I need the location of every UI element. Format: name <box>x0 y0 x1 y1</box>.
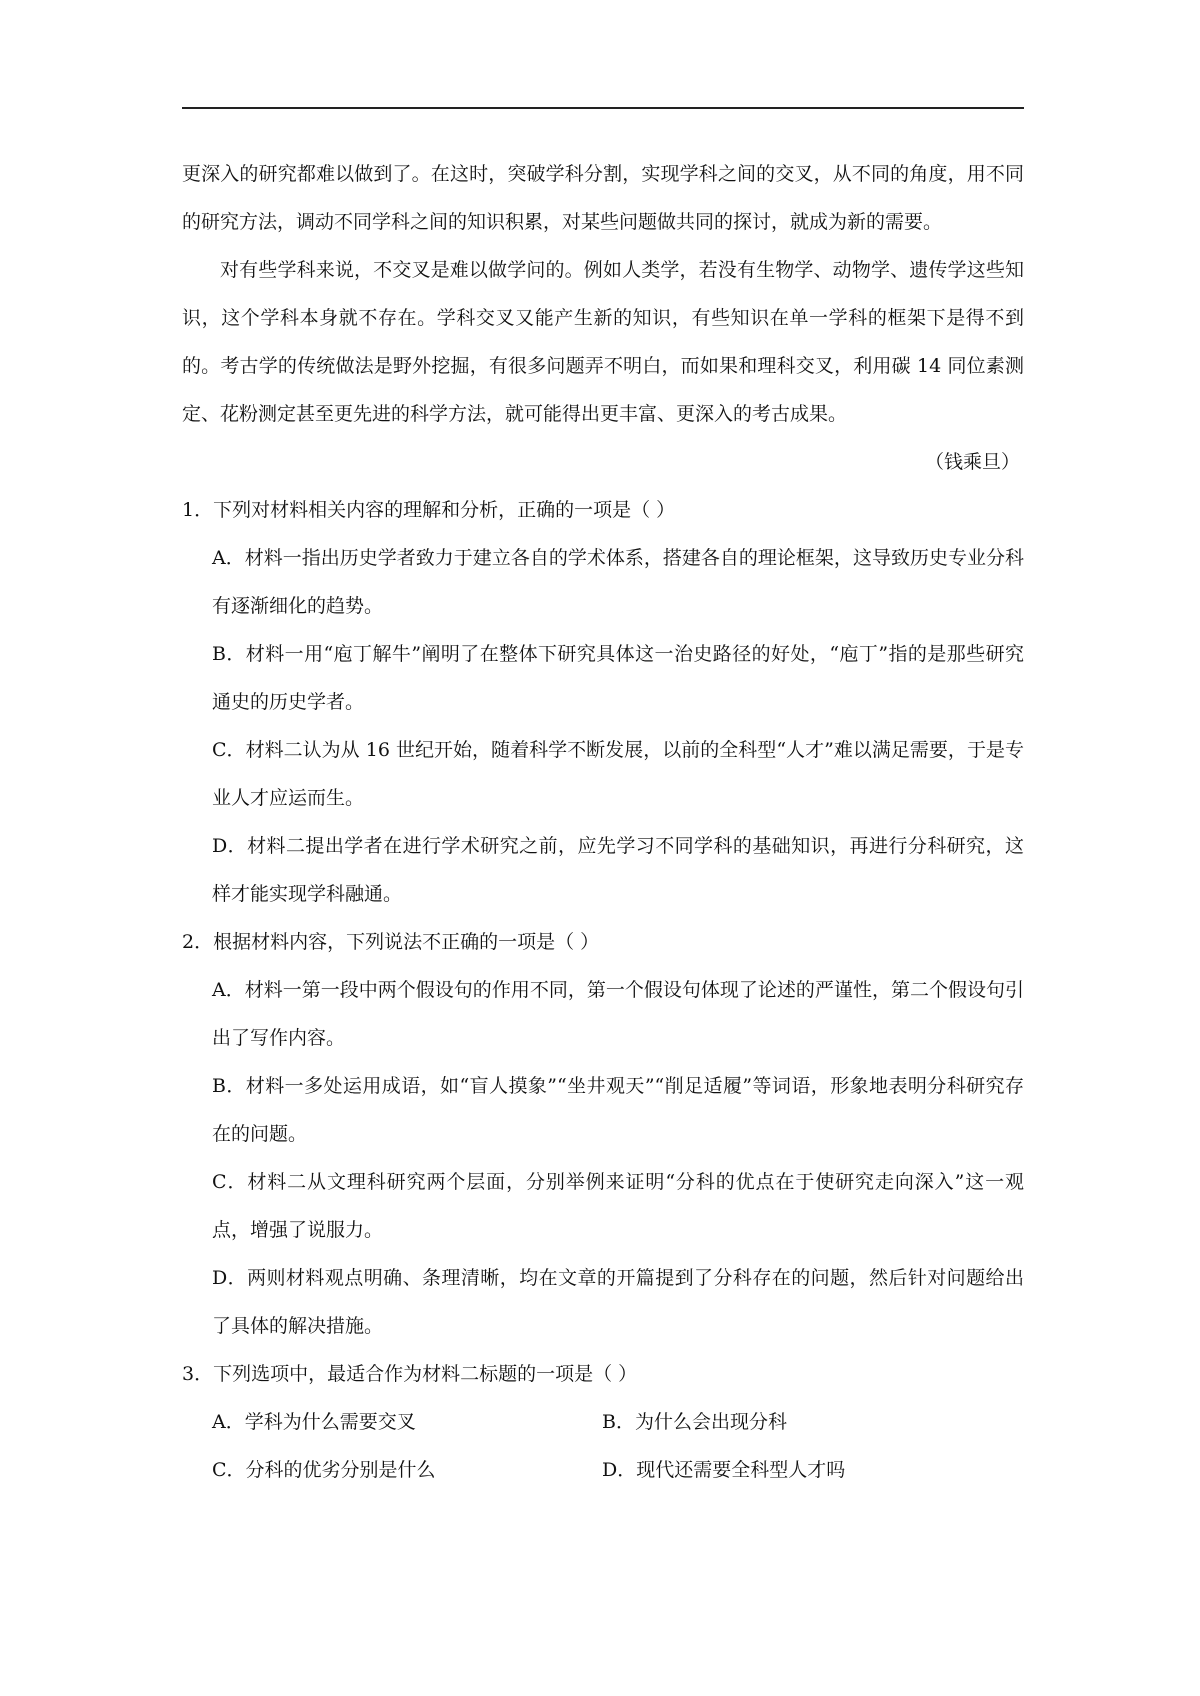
question-stem: 3．下列选项中，最适合作为材料二标题的一项是（ ） <box>182 1363 638 1385</box>
option-a: A．学科为什么需要交叉 <box>212 1411 416 1433</box>
question-stem: 2．根据材料内容，下列说法不正确的一项是（ ） <box>182 931 600 953</box>
option-a: A．材料一第一段中两个假设句的作用不同，第一个假设句体现了论述的严谨性，第二个假设句引出了写作内容。 <box>212 979 1024 1049</box>
option-a: A．材料一指出历史学者致力于建立各自的学术体系，搭建各自的理论框架，这导致历史专业分科有逐渐细化的趋势。 <box>212 547 1024 617</box>
passage-paragraph: 更深入的研究都难以做到了。在这时，突破学科分割，实现学科之间的交叉，从不同的角度，用不同的研究方法，调动不同学科之间的知识积累，对某些问题做共同的探讨，就成为新的需要。 <box>182 163 1024 233</box>
question-2 <box>182 918 1024 1350</box>
option-b: B．材料一用“庖丁解牛”阐明了在整体下研究具体这一治史路径的好处，“庖丁”指的是那些研究通史的历史学者。 <box>212 643 1024 713</box>
option-d: D．两则材料观点明确、条理清晰，均在文章的开篇提到了分科存在的问题，然后针对问题给出了具体的解决措施。 <box>212 1267 1024 1337</box>
option-c: C．分科的优劣分别是什么 <box>212 1459 436 1481</box>
question-1 <box>182 486 1024 918</box>
document-body <box>182 150 1024 1494</box>
question-3 <box>182 1350 1024 1494</box>
option-c: C．材料二认为从 16 世纪开始，随着科学不断发展，以前的全科型“人才”难以满足需要，于是专业人才应运而生。 <box>212 739 1024 809</box>
option-d: D．材料二提出学者在进行学术研究之前，应先学习不同学科的基础知识，再进行分科研究，这样才能实现学科融通。 <box>212 835 1024 905</box>
option-c: C．材料二从文理科研究两个层面，分别举例来证明“分科的优点在于使研究走向深入”这一观点，增强了说服力。 <box>212 1171 1024 1241</box>
header-rule <box>182 107 1024 109</box>
passage-paragraph: 对有些学科来说，不交叉是难以做学问的。例如人类学，若没有生物学、动物学、遗传学这些知识，这个学科本身就不存在。学科交叉又能产生新的知识，有些知识在单一学科的框架下是得不到的。考古学的传统做法是野外挖掘，有很多问题弄不明白，而如果和理科交叉，利用碳 14 同位素测定、花粉测定甚至更先进的科学方法，就可能得出更丰富、更深入的考古成果。 <box>182 259 1024 425</box>
option-row <box>182 1446 1024 1494</box>
option-row <box>182 1398 1024 1446</box>
option-b: B．材料一多处运用成语，如“盲人摸象”“坐井观天”“削足适履”等词语，形象地表明分科研究存在的问题。 <box>212 1075 1024 1145</box>
passage-author: （钱乘旦） <box>924 451 1020 473</box>
option-b: B．为什么会出现分科 <box>602 1411 787 1433</box>
question-stem: 1．下列对材料相关内容的理解和分析，正确的一项是（ ） <box>182 499 676 521</box>
option-d: D．现代还需要全科型人才吗 <box>602 1459 846 1481</box>
